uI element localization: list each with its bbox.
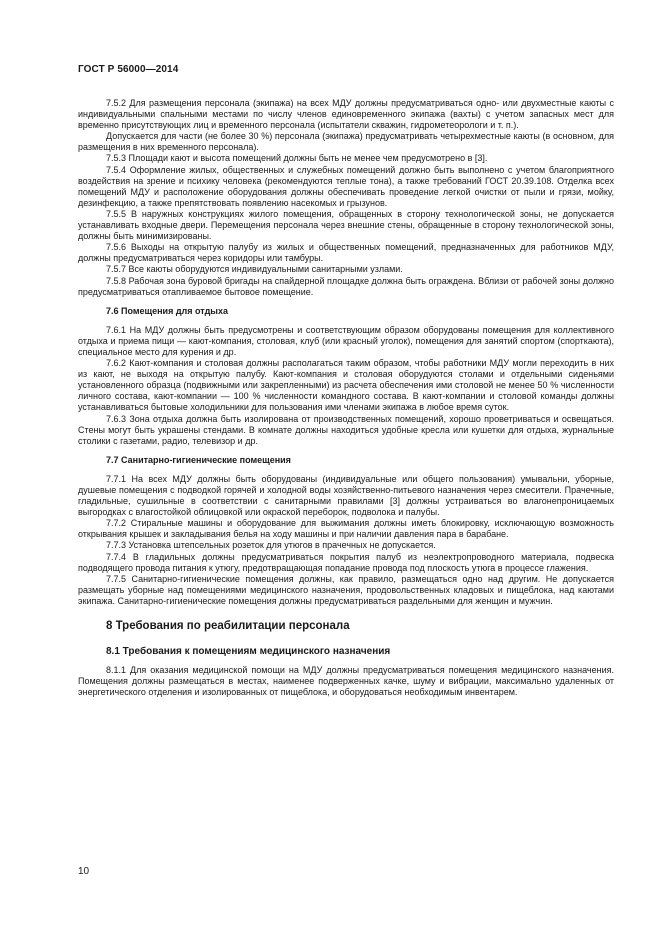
chapter-heading-8: 8 Требования по реабилитации персонала: [106, 620, 350, 633]
paragraph-8-1-1: 8.1.1 Для оказания медицинской помощи на МДУ должны предусматриваться помещения медицинского назначения. Помещения должны размещаться в местах, наименее подверженных качке, шуму и вибрации, максимально удаленных от энергетического отделения и изолированных от пищеблока, и оборудоваться необходимым инвентарем.: [78, 665, 614, 698]
paragraph-7-5-8: 7.5.8 Рабочая зона буровой бригады на спайдерной площадке должна быть ограждена. Вблизи от рабочей зоны должно предусматриваться отапливаемое бытовое помещение.: [78, 275, 614, 297]
document-code: ГОСТ Р 56000—2014: [78, 64, 179, 75]
paragraph-7-7-1: 7.7.1 На всех МДУ должны быть оборудованы (индивидуальные или общего пользования) умывальни, уборные, душевые помещения с подводкой горячей и холодной воды хозяйственно-питьевого назначения через смесители. Прачечные, гладильные, сушильные в соответствии с санитарными правилами [3] должны устраиваться во влагонепроницаемых выгородках с влагостойкой облицовкой или окраской переборок, подволока и палубы.: [78, 473, 614, 518]
paragraph-7-5-2: 7.5.2 Для размещения персонала (экипажа) на всех МДУ должны предусматриваться одно- или двухместные каюты с индивидуальными спальными местами по числу членов единовременного экипажа (вахты) с учетом запасных мест для временно присутствующих лиц и временного персонала (испытатели скважин, гидрометеорологи и т. п.).: [78, 98, 614, 131]
section-heading-8-1: 8.1 Требования к помещениям медицинского назначения: [106, 646, 391, 658]
paragraph-7-5-5: 7.5.5 В наружных конструкциях жилого помещения, обращенных в сторону технологической зоны, не допускается устанавливать входные двери. Перемещения персонала через внешние стены, обращенные в сторону технологической зоны, должны быть минимизированы.: [78, 208, 614, 242]
page-body: [78, 98, 614, 699]
paragraph-7-6-1: 7.6.1 На МДУ должны быть предусмотрены и соответствующим образом оборудованы помещения для коллективного отдыха и приема пищи — кают-компания, столовая, клуб (или красный уголок), помещения для занятий спортом (спорткаюта), специальное место для курения и др.: [78, 324, 614, 357]
section-heading-7-7: 7.7 Санитарно-гигиенические помещения: [106, 454, 291, 465]
paragraph-7-7-2: 7.7.2 Стиральные машины и оборудование для выжимания должны иметь блокировку, исключающую возможность открывания крышек и закладывания белья на ходу машины и при наличии давления пара в барабане.: [78, 518, 614, 540]
paragraph-7-5-4: 7.5.4 Оформление жилых, общественных и служебных помещений должно быть выполнено с учетом благоприятного воздействия на зрение и психику человека (рекомендуются теплые тона), а также требований ГОСТ 20.39.108. Отделка всех помещений МДУ и расположение оборудования должны обеспечивать проведение легкой очистки от пыли и грязи, мойку, дезинфекцию, а также препятствовать появлению насекомых и грызунов.: [78, 164, 614, 208]
paragraph-7-7-3: 7.7.3 Установка штепсельных розеток для утюгов в прачечных не допускается.: [106, 540, 436, 551]
paragraph-7-6-2: 7.6.2 Кают-компания и столовая должны располагаться таким образом, чтобы работники МДУ могли переходить в них из кают, не выходя на открытую палубу. Кают-компания и столовая оборудуются столами и отдельными сиденьями установленного образца (подвижными или закрепленными) из расчета обеспечения ими столовой не менее 50 % численности личного состава, кают-компании — 100 % численности командного состава. В кают-компании и столовой команды должны устанавливаться бытовые холодильники для пользования ими членами экипажа в любое время суток.: [78, 358, 614, 413]
paragraph-7-6-3: 7.6.3 Зона отдыха должна быть изолирована от производственных помещений, хорошо проветриваться и освещаться. Стены могут быть украшены стендами. В комнате должны находиться удобные кресла или кушетки для отдыха, журнальные столики с газетами, радио, телевизор и др.: [78, 413, 614, 446]
paragraph-7-7-5: 7.7.5 Санитарно-гигиенические помещения должны, как правило, размещаться одно над другим. Не допускается размещать уборные над помещениями медицинского назначения, продовольственных кладовых и пищеблока, над каютами экипажа. Санитарно-гигиенические помещения должны предусматриваться раздельными для женщин и мужчин.: [78, 573, 614, 606]
paragraph-7-5-2-note: Допускается для части (не более 30 %) персонала (экипажа) предусматривать четырехместные каюты (в основном, для размещения в них временного персонала).: [78, 131, 614, 153]
paragraph-7-5-7: 7.5.7 Все каюты оборудуются индивидуальными санитарными узлами.: [106, 264, 403, 275]
paragraph-7-5-6: 7.5.6 Выходы на открытую палубу из жилых и общественных помещений, предназначенных для работников МДУ, должны предусматриваться через коридоры или тамбуры.: [78, 242, 614, 264]
page-number: 10: [78, 866, 90, 877]
section-heading-7-6: 7.6 Помещения для отдыха: [106, 305, 228, 316]
paragraph-7-7-4: 7.7.4 В гладильных должны предусматриваться покрытия палуб из неэлектропроводного материала, подвеска подводящего провода питания к утюгу, предотвращающая попадание провода под плоскость утюга в процессе глажения.: [78, 551, 614, 573]
paragraph-7-5-3: 7.5.3 Площади кают и высота помещений должны быть не менее чем предусмотрено в [3].: [106, 153, 488, 164]
